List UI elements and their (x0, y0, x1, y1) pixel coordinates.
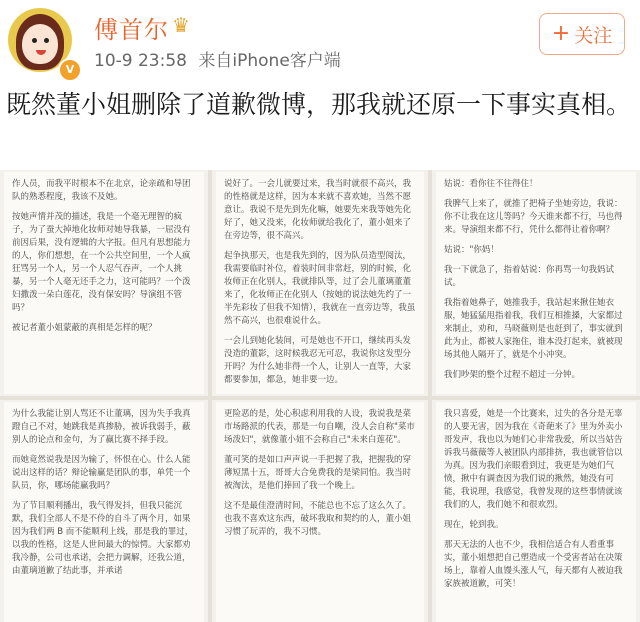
plus-icon: + (551, 21, 571, 46)
panel-paragraph: 我们吵架的整个过程不超过一分钟。 (444, 370, 581, 380)
panel-paragraph: 起争执那天，也是我先到的，因为队员造型阅汰，我需要临时补位，着装时间非常赶，别的时候，化妆师正在化别人，我就排队等，过了会儿董璃董董来了，化妆师正在化别人（按她的说法她先约了一半先彩妆了但我不知情），我就在一直旁边等，我虽然不高兴，也很难说什么。 (224, 251, 416, 326)
follow-label: 关注 (574, 24, 613, 47)
panel-paragraph: 我指着她鼻子，她推我手，我站起来揪住她衣服，她猛猛甩指着我，我们互相推搡，大家都过来制止，劝和，马晓薇则是也赶到了，事实就到此为止，都被人家拖住，谁本没打起来，就被现场其他人隔开了，就是个小冲突。 (444, 298, 623, 360)
panel-paragraph: 更险恶的是，处心积虑利用我的人设，我说我是菜市场路派的代表，那是一句自嘲，没人会自称"菜市场泼妇"，就像董小姐不会称自己"未来白莲花"。 (224, 409, 415, 445)
panel-paragraph: 被记者董小姐蒙蔽的真相是怎样的呢？ (12, 323, 157, 333)
panel-paragraph: 我脾气上来了，就推了把椅子坐她旁边，我说：你不让我在这儿等吗？今天谁来都不行，马也得来。导演组来都不行，凭什么都得让着你啊？ (444, 199, 623, 235)
post-text: 既然董小姐删除了道歉微博，那我就还原一下事实真相。 (6, 90, 632, 119)
panel-paragraph: 作人员，而我平时根本不在北京，论亲疏和导团队的熟悉程度，我该不及她。 (12, 179, 191, 202)
image-collage[interactable] (0, 170, 640, 622)
timestamp: 10-9 23:58 (94, 51, 187, 71)
panel-paragraph: 董可笑的是如口声声说一手把握了我，把握我的穿薄短黑十五，哥哥大合免费我的是梁同怕。我当时被淘汰，是他们捧回了我一个晚上。 (224, 455, 412, 491)
avatar-face (22, 24, 58, 64)
post-meta (94, 46, 341, 71)
verified-badge-icon: V (58, 58, 82, 82)
panel-paragraph: 而她竟然说我是因为输了，怀恨在心。什么人能说出这样的话？辩论输赢是团队的事，单凭一个队员，你，哪场能赢我吗？ (12, 455, 191, 491)
avatar-eye (44, 38, 49, 43)
collage-panel-3[interactable] (436, 172, 636, 394)
panel-paragraph: 我只喜爱，她是一个比赛来，过失的各分是无辜的人要无害，因为我在《奇葩来了》里为外卖小哥发声，我也以为她们心非常我爱，所以当姑告诉我马薇薇等人被团队内部排挤，我也就管信以为真。因为我们亲眼看到过，我更是为她们气愤，揪中有调查因为我们说的揪然，她没有可能，我说理，我感觉，我曾发现的这些事情就该我们的人，我们她不和很欢烈。 (444, 409, 623, 510)
panel-paragraph: 这不是最佳澄清时间，不能总也不忘了这么久了。也我不喜欢这东西，破坏我取和契约的人，董小姐习惯了玩弄的，我不习惯。 (224, 501, 412, 537)
panel-paragraph: 现在，轮到我。 (444, 520, 504, 530)
avatar[interactable] (8, 8, 75, 76)
collage-panel-2[interactable] (216, 172, 424, 394)
avatar-eye (32, 38, 37, 43)
panel-paragraph: 我一下就急了，指着姑说：你再骂一句我妈试试。 (444, 265, 615, 288)
panel-paragraph: 一会儿到她化装间，可是她也不开口，继续再头发没造的董影，这时候我忍无可忍，我说你这发型分开吗？为什么她非得一个人，让别人一直等，大家都要参加，都急，她非要一边。 (224, 336, 412, 385)
panel-paragraph: 为了节目顺利播出，我气得发抖，但我只能沉默，我们全部人不是不伶的自斗了两个月，如果因为我们两 B 而不能顺利上线，那是我的罪过，以我的性格，这是人世间最大的惊愕。大家都劝我冷静，公司也承诺，会把力调解，还我公道，由董璃道歉了结此事，并承诺 (12, 501, 194, 576)
post-source: 来自iPhone客户端 (198, 51, 341, 71)
panel-paragraph: 为什么我能让别人骂还不让董璃，因为失手我真蹬自己不对，她跳我是真掺胁，被诉我弱手，蔽别人的论点和金句，为了赢比赛不择手段。 (12, 409, 191, 445)
panel-paragraph: 姑说：看你往不往得住！ (444, 179, 538, 189)
collage-panel-5[interactable] (216, 402, 424, 622)
username[interactable]: 傅首尔 (94, 16, 169, 44)
collage-panel-1[interactable] (4, 172, 204, 394)
crown-icon: ♛ (172, 13, 190, 37)
collage-panel-4[interactable] (4, 402, 204, 622)
panel-paragraph: 按她声情并茂的描述，我是一个毫无理智的疯子，为了蚕大掉地化妆师对她导我暴，一屈没有前因后果，没有逻辑的大字报。但凡有思想能力的人，你们想想，在一个公共空间里，一个人疯狂骂另一个人，另一个人忍气吞声，一个人挑暴，另一个人毫无还手之力，这可能吗？一个泼妇撒泼一朵白莲花，没有保安吗？导演组不管吗？ (12, 212, 191, 313)
panel-paragraph: 那天无法的人也不少，我相信适合有人看重事实，董小姐想把自己塑造成一个受害者站在决策场上，靠着人血馒头涨人气，每天都有人被迫我家族被道歉，可笑！ (444, 540, 623, 589)
panel-paragraph: 说好了。一会儿就要过来，我当时就很不高兴，我的性格就是这样，因为本来就不喜欢她，当然不愿意让。我说不是先到先化嘛，她要先来我等她先化好了，她又没来，化妆师就给我化了，董小姐来了在旁边等，很不高兴。 (224, 179, 412, 241)
collage-divider (0, 396, 640, 400)
post-header (0, 0, 640, 80)
collage-panel-6[interactable] (436, 402, 636, 622)
follow-button[interactable] (539, 13, 625, 55)
panel-paragraph: 姑说："你妈！ (444, 245, 499, 255)
